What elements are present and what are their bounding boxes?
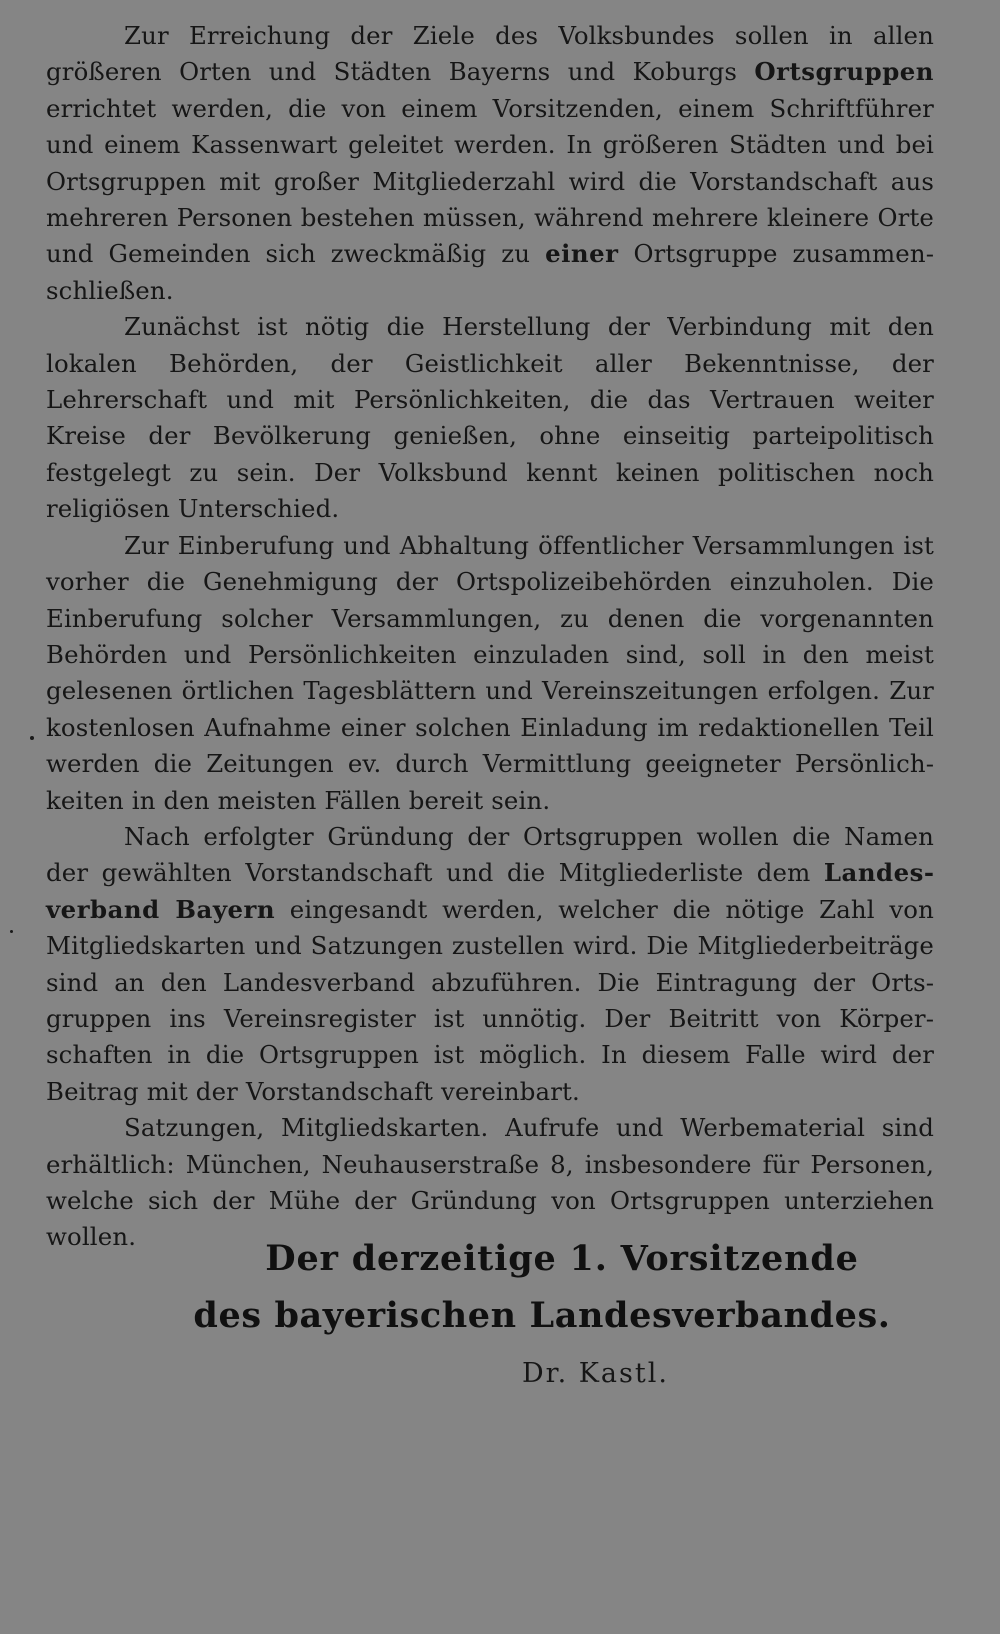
- paragraph-material: [46, 1110, 934, 1256]
- text-run: Ortsgruppe zusammenschließen.: [46, 239, 935, 305]
- closing-subtitle: des bayerischen Landesverbandes.: [193, 1295, 891, 1336]
- paragraph-versammlungen: [46, 528, 934, 819]
- text-run: Zur Erreichung der Ziele des Volksbundes sollen in allen größeren Orten und Städten Bayerns und Koburgs: [46, 21, 934, 87]
- closing-title: Der derzeitige 1. Vorsitzende: [265, 1238, 859, 1279]
- text-run: Satzungen, Mitgliedskarten. Aufrufe und Werbematerial sind erhältlich: München, Neuhauserstraße 8, insbesondere für Personen, welche sich der Mühe der Gründung von Ortsgruppen unterziehen wollen.: [46, 1113, 934, 1252]
- text-run: Zunächst ist nötig die Herstellung der Verbindung mit den lokalen Behörden, der Geistlichkeit aller Bekenntnisse, der Lehrerschaft und mit Persönlichkeiten, die das Vertrauen weiter Kreise der Bevölkerung genießen, ohne einseitig parteipolitisch festgelegt zu sein. Der Volksbund kennt keinen politischen noch religiösen Unterschied.: [46, 312, 934, 524]
- text-run: Nach erfolgter Gründung der Ortsgruppen wollen die Namen der gewählten Vorstandschaft und die Mitgliederliste dem: [46, 821, 934, 888]
- paragraph-ortsgruppen: [46, 18, 934, 309]
- emphasis-ortsgruppen: Ortsgruppen: [754, 57, 934, 87]
- paragraph-gruendung: [46, 819, 934, 1110]
- text-run: Zur Einberufung und Abhaltung öffentlicher Versammlungen ist vorher die Genehmigung der Ortspolizeibehörden einzuholen. Die Einberufung solcher Versammlungen, zu denen die vorgenannten Behörden und Persönlichkeiten einzuladen sind, soll in den meist gelesenen örtlichen Tagesblättern und Vereinszeitungen erfolgen. Zur kostenlosen Aufnahme einer solchen Einladung im redaktionellen Teil werden die Zeitungen ev. durch Vermittlung geeigneter Persönlichkeiten in den meisten Fällen bereit sein.: [46, 530, 934, 815]
- text-run: eingesandt werden, welcher die nötige Zahl von Mitgliedskarten und Satzungen zustellen wird. Die Mitgliederbeiträge sind an den Landesverband abzuführen. Die Eintragung der Ortsgruppen ins Vereinsregister ist unnötig. Der Beitritt von Körperschaften in die Ortsgruppen ist möglich. In diesem Falle wird der Beitrag mit der Vorstandschaft vereinbart.: [46, 894, 934, 1106]
- scan-speck: [10, 930, 13, 933]
- scan-speck: [30, 736, 34, 740]
- paragraph-verbindung: [46, 309, 934, 527]
- emphasis-landesverband: Landesverband Bayern: [46, 858, 934, 924]
- emphasis-einer: einer: [545, 239, 619, 269]
- signature: Dr. Kastl.: [522, 1358, 669, 1389]
- body-text: [46, 18, 934, 1256]
- text-run: errichtet werden, die von einem Vorsitzenden, einem Schriftführer und einem Kassenwart geleitet werden. In größeren Städten und bei Ortsgruppen mit großer Mitgliederzahl wird die Vorstandschaft aus mehreren Personen bestehen müssen, während mehrere kleinere Orte und Gemeinden sich zweckmäßig zu: [46, 93, 934, 269]
